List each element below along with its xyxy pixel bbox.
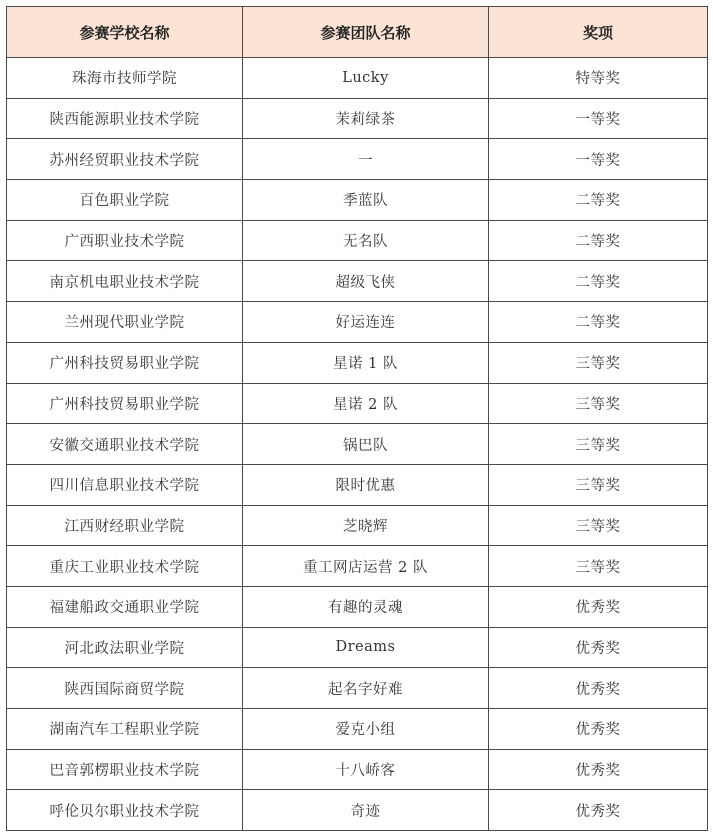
team-name-cell: 超级飞侠 — [243, 261, 489, 302]
team-name-cell: 锅巴队 — [243, 424, 489, 465]
table-row — [7, 546, 708, 587]
table-body — [7, 58, 708, 831]
table-row — [7, 505, 708, 546]
team-name-cell: 芝晓辉 — [243, 505, 489, 546]
table-row — [7, 302, 708, 343]
award-cell: 二等奖 — [489, 261, 708, 302]
school-name-cell: 陕西国际商贸学院 — [7, 668, 243, 709]
award-cell: 三等奖 — [489, 546, 708, 587]
table-row — [7, 627, 708, 668]
team-name-cell: 茉莉绿茶 — [243, 98, 489, 139]
award-cell: 三等奖 — [489, 342, 708, 383]
school-name-cell: 广州科技贸易职业学院 — [7, 383, 243, 424]
school-name-cell: 广西职业技术学院 — [7, 220, 243, 261]
award-cell: 三等奖 — [489, 505, 708, 546]
award-cell: 三等奖 — [489, 383, 708, 424]
team-name-cell: 一 — [243, 139, 489, 180]
header-award: 奖项 — [489, 7, 708, 58]
table-row — [7, 424, 708, 465]
award-cell: 一等奖 — [489, 98, 708, 139]
table-row — [7, 749, 708, 790]
results-table — [6, 6, 708, 831]
header-team-name: 参赛团队名称 — [243, 7, 489, 58]
team-name-cell: 有趣的灵魂 — [243, 586, 489, 627]
team-name-cell: 星诺 1 队 — [243, 342, 489, 383]
table-row — [7, 180, 708, 221]
team-name-cell: 季蓝队 — [243, 180, 489, 221]
school-name-cell: 百色职业学院 — [7, 180, 243, 221]
table-row — [7, 464, 708, 505]
school-name-cell: 河北政法职业学院 — [7, 627, 243, 668]
award-cell: 二等奖 — [489, 180, 708, 221]
table-row — [7, 383, 708, 424]
table-row — [7, 709, 708, 750]
header-school-name: 参赛学校名称 — [7, 7, 243, 58]
table-row — [7, 790, 708, 831]
team-name-cell: 十八峤客 — [243, 749, 489, 790]
award-cell: 优秀奖 — [489, 627, 708, 668]
award-cell: 一等奖 — [489, 139, 708, 180]
team-name-cell: 无名队 — [243, 220, 489, 261]
team-name-cell: 重工网店运营 2 队 — [243, 546, 489, 587]
school-name-cell: 南京机电职业技术学院 — [7, 261, 243, 302]
award-cell: 三等奖 — [489, 464, 708, 505]
table-header-row — [7, 7, 708, 58]
table-row — [7, 586, 708, 627]
team-name-cell: 爱克小组 — [243, 709, 489, 750]
team-name-cell: Lucky — [243, 58, 489, 99]
school-name-cell: 安徽交通职业技术学院 — [7, 424, 243, 465]
table-row — [7, 58, 708, 99]
table-row — [7, 261, 708, 302]
school-name-cell: 四川信息职业技术学院 — [7, 464, 243, 505]
award-cell: 优秀奖 — [489, 749, 708, 790]
team-name-cell: 限时优惠 — [243, 464, 489, 505]
school-name-cell: 广州科技贸易职业学院 — [7, 342, 243, 383]
table-row — [7, 220, 708, 261]
school-name-cell: 湖南汽车工程职业学院 — [7, 709, 243, 750]
school-name-cell: 兰州现代职业学院 — [7, 302, 243, 343]
school-name-cell: 珠海市技师学院 — [7, 58, 243, 99]
team-name-cell: Dreams — [243, 627, 489, 668]
table-row — [7, 668, 708, 709]
award-cell: 优秀奖 — [489, 790, 708, 831]
table-row — [7, 139, 708, 180]
school-name-cell: 福建船政交通职业学院 — [7, 586, 243, 627]
team-name-cell: 起名字好难 — [243, 668, 489, 709]
award-cell: 三等奖 — [489, 424, 708, 465]
team-name-cell: 星诺 2 队 — [243, 383, 489, 424]
table-row — [7, 98, 708, 139]
school-name-cell: 苏州经贸职业技术学院 — [7, 139, 243, 180]
award-cell: 优秀奖 — [489, 709, 708, 750]
school-name-cell: 巴音郭楞职业技术学院 — [7, 749, 243, 790]
school-name-cell: 呼伦贝尔职业技术学院 — [7, 790, 243, 831]
table-row — [7, 342, 708, 383]
school-name-cell: 陕西能源职业技术学院 — [7, 98, 243, 139]
award-cell: 优秀奖 — [489, 668, 708, 709]
award-cell: 特等奖 — [489, 58, 708, 99]
award-cell: 优秀奖 — [489, 586, 708, 627]
award-cell: 二等奖 — [489, 220, 708, 261]
results-table-container — [6, 6, 707, 831]
school-name-cell: 重庆工业职业技术学院 — [7, 546, 243, 587]
award-cell: 二等奖 — [489, 302, 708, 343]
school-name-cell: 江西财经职业学院 — [7, 505, 243, 546]
team-name-cell: 好运连连 — [243, 302, 489, 343]
team-name-cell: 奇迹 — [243, 790, 489, 831]
